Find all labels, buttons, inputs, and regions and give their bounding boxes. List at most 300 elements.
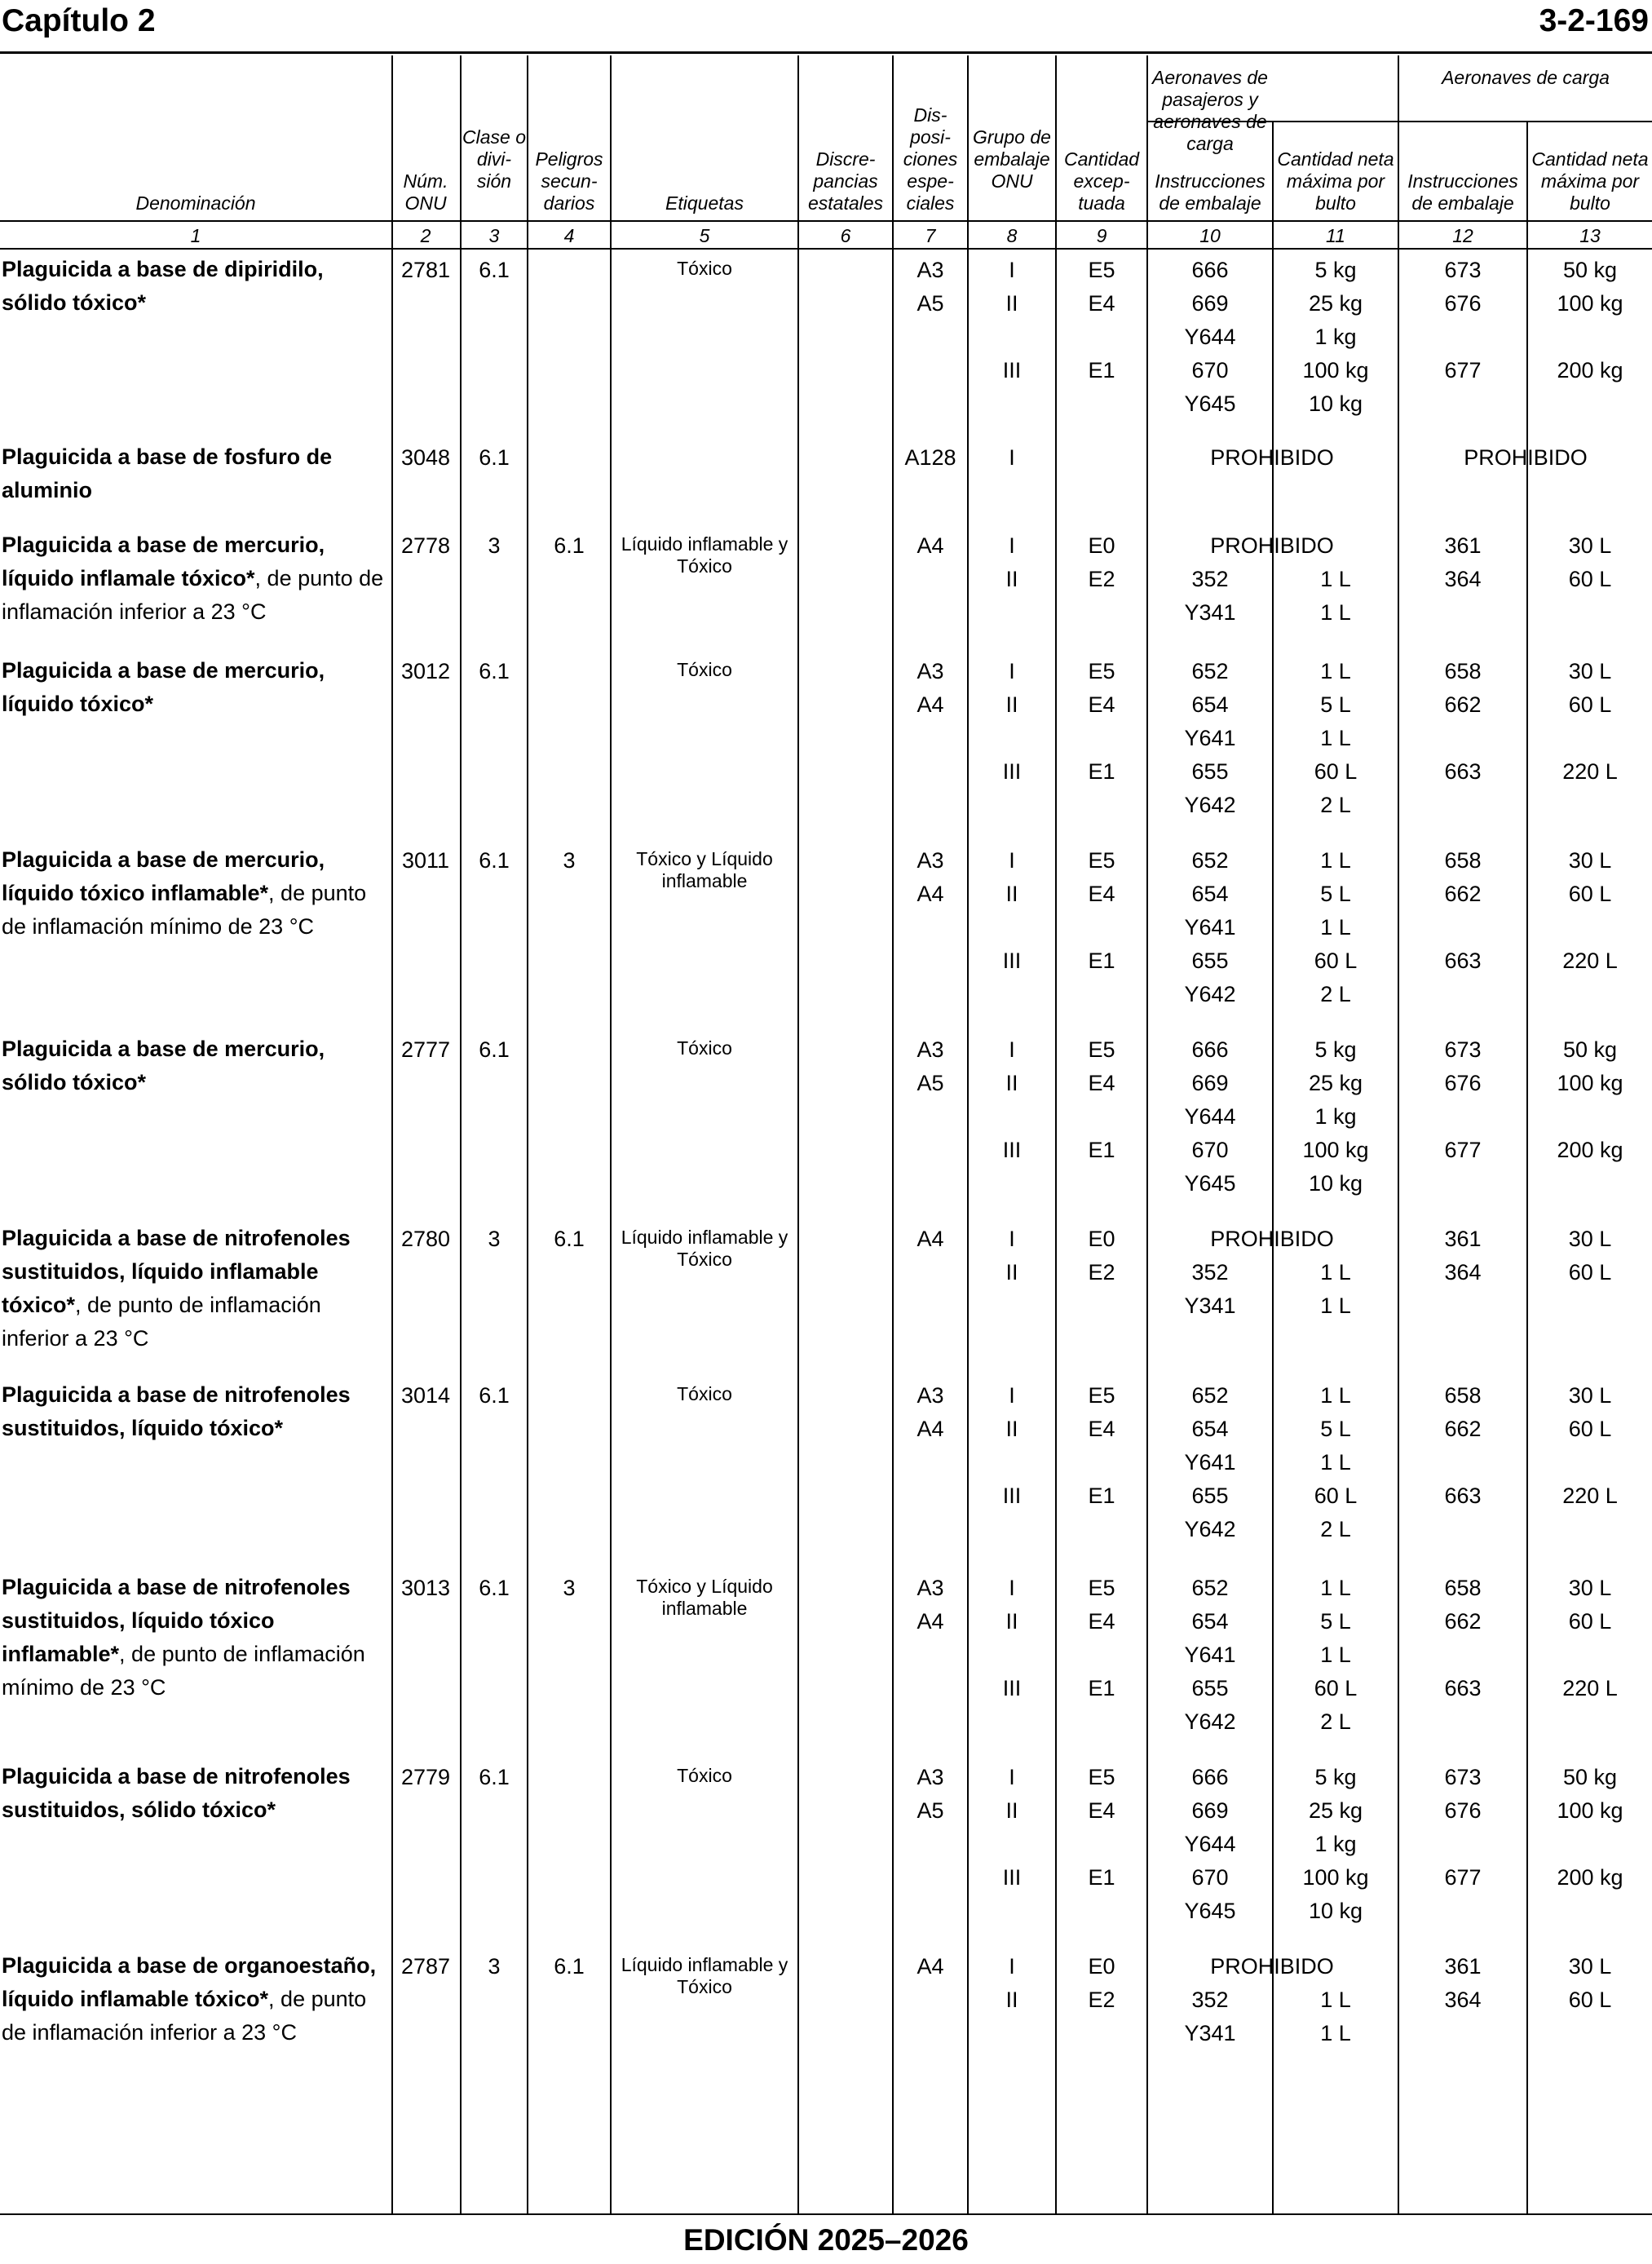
pax-packing-instruction: 654	[1191, 882, 1229, 906]
cargo-max-net-quantity: 30 L	[1568, 1227, 1612, 1251]
column-divider	[610, 55, 612, 2213]
pax-packing-instruction: 666	[1191, 258, 1229, 282]
denominacion-cell	[2, 253, 391, 320]
pax-max-net-quantity: 1 kg	[1314, 1104, 1357, 1129]
pax-prohibited-text: PROHIBIDO	[1210, 1227, 1334, 1251]
header-bottom-rule	[0, 220, 1652, 222]
pax-packing-instruction: 666	[1191, 1037, 1229, 1062]
pax-packing-instruction: 670	[1191, 1138, 1229, 1162]
header-group-carga: Aeronaves de carga	[1442, 67, 1610, 88]
header-grupo-embalaje: Grupo de embalaje ONU	[973, 126, 1051, 192]
special-provision: A4	[917, 1954, 944, 1979]
packing-group: I	[1009, 445, 1015, 470]
excepted-quantity: E1	[1088, 759, 1115, 784]
cargo-packing-instruction: 676	[1444, 1798, 1482, 1823]
pax-packing-instruction: 652	[1191, 1383, 1229, 1408]
cargo-packing-instruction: 361	[1444, 533, 1482, 558]
class-division: 3	[488, 1227, 501, 1251]
header-clase: Clase o divi- sión	[462, 126, 526, 192]
un-number: 3013	[400, 1576, 451, 1600]
denominacion-qualifier: , de punto de inflamación inferior a 23 °C	[2, 1987, 367, 2045]
packing-group: II	[1005, 1071, 1018, 1095]
packing-group: I	[1009, 1954, 1015, 1979]
packing-group: I	[1009, 1227, 1015, 1251]
excepted-quantity: E2	[1088, 567, 1115, 591]
pax-packing-instruction: Y642	[1184, 1709, 1236, 1734]
hazard-labels: Tóxico	[677, 1383, 732, 1404]
column-number-3: 3	[488, 225, 500, 246]
packing-group: II	[1005, 1417, 1018, 1441]
cargo-packing-instruction: 658	[1444, 848, 1482, 873]
excepted-quantity: E1	[1088, 1676, 1115, 1700]
class-division: 6.1	[479, 1576, 510, 1600]
pax-max-net-quantity: 1 kg	[1314, 325, 1357, 349]
class-division: 6.1	[479, 1383, 510, 1408]
class-division: 6.1	[479, 258, 510, 282]
cargo-packing-instruction: 658	[1444, 659, 1482, 683]
column-number-10: 10	[1199, 225, 1221, 246]
excepted-quantity: E1	[1088, 1865, 1115, 1890]
pax-max-net-quantity: 25 kg	[1308, 1071, 1363, 1095]
cargo-packing-instruction: 662	[1444, 882, 1482, 906]
special-provision: A3	[917, 1383, 944, 1408]
pax-max-net-quantity: 1 kg	[1314, 1832, 1357, 1856]
cargo-packing-instruction: 676	[1444, 1071, 1482, 1095]
pax-packing-instruction: 652	[1191, 848, 1229, 873]
denominacion-name: Plaguicida a base de mercurio, sólido tóxico*	[2, 1037, 325, 1094]
un-number: 2787	[400, 1954, 451, 1979]
pax-packing-instruction: 655	[1191, 759, 1229, 784]
header-cantidad-exceptuada: Cantidad excep- tuada	[1063, 148, 1140, 214]
special-provision: A4	[917, 533, 944, 558]
cargo-packing-instruction: 677	[1444, 1138, 1482, 1162]
cargo-packing-instruction: 662	[1444, 1609, 1482, 1634]
cargo-packing-instruction: 364	[1444, 1260, 1482, 1285]
cargo-packing-instruction: 662	[1444, 692, 1482, 717]
denominacion-qualifier: , de punto de inflamación inferior a 23 °C	[2, 566, 384, 624]
pax-max-net-quantity: 100 kg	[1302, 358, 1369, 382]
denominacion-cell	[2, 528, 391, 629]
special-provision: A4	[917, 1417, 944, 1441]
cargo-max-net-quantity: 220 L	[1562, 948, 1618, 973]
excepted-quantity: E1	[1088, 948, 1115, 973]
cargo-packing-instruction: 673	[1444, 1765, 1482, 1789]
pax-packing-instruction: 670	[1191, 1865, 1229, 1890]
excepted-quantity: E5	[1088, 848, 1115, 873]
denominacion-cell	[2, 1222, 391, 1355]
pax-max-net-quantity: 1 L	[1320, 1293, 1351, 1318]
pax-max-net-quantity: 2 L	[1320, 1709, 1351, 1734]
page-number: 3-2-169	[1539, 3, 1649, 38]
excepted-quantity: E0	[1088, 1227, 1115, 1251]
pax-packing-instruction: Y341	[1184, 600, 1236, 625]
pax-max-net-quantity: 1 L	[1320, 915, 1351, 940]
cargo-prohibited-text: PROHIBIDO	[1464, 445, 1588, 470]
packing-group: II	[1005, 1798, 1018, 1823]
cargo-packing-instruction: 663	[1444, 1484, 1482, 1508]
excepted-quantity: E4	[1088, 882, 1115, 906]
pax-packing-instruction: Y645	[1184, 1899, 1236, 1923]
special-provision: A3	[917, 848, 944, 873]
pax-max-net-quantity: 1 L	[1320, 1383, 1351, 1408]
pax-packing-instruction: 669	[1191, 291, 1229, 316]
special-provision: A5	[917, 1798, 944, 1823]
hazard-labels: Líquido inflamable y Tóxico	[621, 1227, 788, 1270]
pax-max-net-quantity: 2 L	[1320, 793, 1351, 817]
column-number-13: 13	[1579, 225, 1601, 246]
special-provision: A4	[917, 1227, 944, 1251]
hazard-labels: Líquido inflamable y Tóxico	[621, 1954, 788, 1997]
header-discrepancias: Discre- pancias estatales	[807, 148, 884, 214]
cargo-packing-instruction: 673	[1444, 1037, 1482, 1062]
cargo-packing-instruction: 676	[1444, 291, 1482, 316]
denominacion-cell	[2, 1378, 391, 1445]
column-number-4: 4	[563, 225, 575, 246]
pax-max-net-quantity: 100 kg	[1302, 1138, 1369, 1162]
special-provision: A4	[917, 692, 944, 717]
pax-packing-instruction: Y644	[1184, 325, 1236, 349]
pax-max-net-quantity: 5 kg	[1314, 1037, 1357, 1062]
pax-max-net-quantity: 100 kg	[1302, 1865, 1369, 1890]
denominacion-name: Plaguicida a base de fosfuro de aluminio	[2, 444, 333, 502]
hazard-labels: Tóxico	[677, 1765, 732, 1786]
cargo-max-net-quantity: 200 kg	[1557, 358, 1623, 382]
cargo-packing-instruction: 364	[1444, 1988, 1482, 2012]
header-cantidad-carga: Cantidad neta máxima por bulto	[1531, 148, 1649, 214]
header-cantidad-pax: Cantidad neta máxima por bulto	[1277, 148, 1394, 214]
packing-group: II	[1005, 1988, 1018, 2012]
header-group-pasajeros: Aeronaves de pasajeros y aeronaves de carga	[1152, 67, 1268, 154]
cargo-packing-instruction: 663	[1444, 759, 1482, 784]
pax-max-net-quantity: 1 L	[1320, 1576, 1351, 1600]
pax-packing-instruction: Y642	[1184, 793, 1236, 817]
denominacion-qualifier: , de punto de inflamación mínimo de 23 °C	[2, 1642, 365, 1700]
cargo-max-net-quantity: 60 L	[1568, 1609, 1612, 1634]
cargo-max-net-quantity: 50 kg	[1562, 258, 1618, 282]
cargo-max-net-quantity: 220 L	[1562, 759, 1618, 784]
hazard-labels: Tóxico y Líquido inflamable	[636, 848, 773, 891]
column-number-5: 5	[699, 225, 710, 246]
cargo-packing-instruction: 677	[1444, 358, 1482, 382]
special-provision: A3	[917, 258, 944, 282]
page-header	[0, 2, 1652, 49]
denominacion-cell	[2, 1760, 391, 1827]
pax-packing-instruction: 669	[1191, 1071, 1229, 1095]
pax-max-net-quantity: 60 L	[1314, 759, 1358, 784]
packing-group: I	[1009, 533, 1015, 558]
pax-packing-instruction: 352	[1191, 1988, 1229, 2012]
special-provision: A5	[917, 291, 944, 316]
pax-packing-instruction: 654	[1191, 1417, 1229, 1441]
excepted-quantity: E4	[1088, 1798, 1115, 1823]
column-divider	[797, 55, 799, 2213]
pax-packing-instruction: 655	[1191, 1676, 1229, 1700]
un-number: 2780	[400, 1227, 451, 1251]
un-number: 2777	[400, 1037, 451, 1062]
denominacion-name: Plaguicida a base de dipiridilo, sólido tóxico*	[2, 257, 324, 315]
excepted-quantity: E4	[1088, 291, 1115, 316]
pax-packing-instruction: 352	[1191, 567, 1229, 591]
packing-group: I	[1009, 258, 1015, 282]
denominacion-name: Plaguicida a base de nitrofenoles sustituidos, sólido tóxico*	[2, 1764, 351, 1822]
pax-max-net-quantity: 1 L	[1320, 600, 1351, 625]
pax-max-net-quantity: 10 kg	[1308, 391, 1363, 416]
cargo-packing-instruction: 658	[1444, 1576, 1482, 1600]
cargo-packing-instruction: 677	[1444, 1865, 1482, 1890]
pax-prohibited-text: PROHIBIDO	[1210, 533, 1334, 558]
pax-max-net-quantity: 5 kg	[1314, 1765, 1357, 1789]
cargo-packing-instruction: 662	[1444, 1417, 1482, 1441]
pax-max-net-quantity: 25 kg	[1308, 291, 1363, 316]
packing-group: III	[1002, 948, 1022, 973]
denominacion-name: Plaguicida a base de nitrofenoles sustituidos, líquido inflamable tóxico*	[2, 1226, 351, 1317]
pax-packing-instruction: 654	[1191, 692, 1229, 717]
column-divider	[892, 55, 894, 2213]
denominacion-name: Plaguicida a base de mercurio, líquido tóxico*	[2, 658, 325, 716]
packing-group: I	[1009, 659, 1015, 683]
pax-max-net-quantity: 1 L	[1320, 726, 1351, 750]
pax-prohibited-text: PROHIBIDO	[1210, 445, 1334, 470]
packing-group: II	[1005, 291, 1018, 316]
denominacion-qualifier: , de punto de inflamación inferior a 23 °C	[2, 1293, 321, 1351]
pax-packing-instruction: 655	[1191, 948, 1229, 973]
pax-packing-instruction: Y641	[1184, 1643, 1236, 1667]
class-division: 6.1	[479, 848, 510, 873]
packing-group: III	[1002, 1676, 1022, 1700]
excepted-quantity: E1	[1088, 1138, 1115, 1162]
pax-packing-instruction: Y644	[1184, 1104, 1236, 1129]
pax-max-net-quantity: 1 L	[1320, 1450, 1351, 1475]
class-division: 6.1	[479, 445, 510, 470]
special-provision: A3	[917, 659, 944, 683]
pax-packing-instruction: Y645	[1184, 391, 1236, 416]
cargo-max-net-quantity: 30 L	[1568, 848, 1612, 873]
pax-max-net-quantity: 2 L	[1320, 982, 1351, 1006]
excepted-quantity: E5	[1088, 1383, 1115, 1408]
pax-max-net-quantity: 1 L	[1320, 1643, 1351, 1667]
pax-packing-instruction: Y641	[1184, 1450, 1236, 1475]
denominacion-qualifier: , de punto de inflamación mínimo de 23 °C	[2, 881, 367, 939]
denominacion-name: Plaguicida a base de mercurio, líquido tóxico inflamable*	[2, 847, 325, 905]
header-denominacion: Denominación	[135, 192, 256, 214]
excepted-quantity: E2	[1088, 1260, 1115, 1285]
pax-max-net-quantity: 1 L	[1320, 1260, 1351, 1285]
cargo-packing-instruction: 361	[1444, 1227, 1482, 1251]
pax-max-net-quantity: 5 L	[1320, 1417, 1351, 1441]
excepted-quantity: E4	[1088, 1417, 1115, 1441]
header-instrucciones-pax: Instrucciones de embalaje	[1155, 170, 1266, 214]
column-number-7: 7	[925, 225, 936, 246]
packing-group: II	[1005, 1609, 1018, 1634]
column-number-2: 2	[420, 225, 431, 246]
pax-packing-instruction: Y645	[1184, 1171, 1236, 1196]
packing-group: III	[1002, 759, 1022, 784]
special-provision: A5	[917, 1071, 944, 1095]
edition-footer: EDICIÓN 2025–2026	[683, 2223, 969, 2257]
special-provision: A3	[917, 1037, 944, 1062]
pax-packing-instruction: 670	[1191, 358, 1229, 382]
pax-packing-instruction: Y341	[1184, 2021, 1236, 2045]
pax-packing-instruction: 352	[1191, 1260, 1229, 1285]
un-number: 3014	[400, 1383, 451, 1408]
cargo-max-net-quantity: 220 L	[1562, 1676, 1618, 1700]
excepted-quantity: E2	[1088, 1988, 1115, 2012]
pax-packing-instruction: 652	[1191, 1576, 1229, 1600]
class-division: 3	[488, 533, 501, 558]
class-division: 3	[488, 1954, 501, 1979]
cargo-max-net-quantity: 30 L	[1568, 1954, 1612, 1979]
subsidiary-hazard: 3	[563, 848, 576, 873]
column-divider	[391, 55, 393, 2213]
pax-max-net-quantity: 5 L	[1320, 692, 1351, 717]
hazard-labels: Tóxico y Líquido inflamable	[636, 1576, 773, 1619]
excepted-quantity: E5	[1088, 1576, 1115, 1600]
cargo-max-net-quantity: 60 L	[1568, 882, 1612, 906]
packing-group: III	[1002, 1484, 1022, 1508]
un-number: 3012	[400, 659, 451, 683]
excepted-quantity: E5	[1088, 258, 1115, 282]
pax-max-net-quantity: 5 L	[1320, 882, 1351, 906]
cargo-max-net-quantity: 100 kg	[1557, 291, 1623, 316]
pax-max-net-quantity: 60 L	[1314, 1676, 1358, 1700]
class-division: 6.1	[479, 1037, 510, 1062]
cargo-packing-instruction: 658	[1444, 1383, 1482, 1408]
cargo-max-net-quantity: 50 kg	[1562, 1765, 1618, 1789]
cargo-max-net-quantity: 50 kg	[1562, 1037, 1618, 1062]
un-number: 3011	[401, 848, 450, 873]
subsidiary-hazard: 6.1	[554, 1227, 585, 1251]
un-number: 2778	[400, 533, 451, 558]
cargo-max-net-quantity: 60 L	[1568, 1417, 1612, 1441]
cargo-packing-instruction: 663	[1444, 1676, 1482, 1700]
column-number-12: 12	[1452, 225, 1473, 246]
pax-packing-instruction: Y644	[1184, 1832, 1236, 1856]
pax-max-net-quantity: 60 L	[1314, 948, 1358, 973]
cargo-max-net-quantity: 30 L	[1568, 659, 1612, 683]
packing-group: II	[1005, 567, 1018, 591]
packing-group: I	[1009, 1576, 1015, 1600]
hazard-labels: Tóxico	[677, 659, 732, 680]
special-provision: A3	[917, 1765, 944, 1789]
packing-group: III	[1002, 1865, 1022, 1890]
column-number-9: 9	[1096, 225, 1107, 246]
cargo-packing-instruction: 673	[1444, 258, 1482, 282]
column-number-8: 8	[1006, 225, 1018, 246]
pax-packing-instruction: 669	[1191, 1798, 1229, 1823]
header-peligros: Peligros secun- darios	[535, 148, 603, 214]
pax-max-net-quantity: 60 L	[1314, 1484, 1358, 1508]
subsidiary-hazard: 6.1	[554, 533, 585, 558]
pax-packing-instruction: 666	[1191, 1765, 1229, 1789]
cargo-max-net-quantity: 200 kg	[1557, 1865, 1623, 1890]
pax-packing-instruction: Y642	[1184, 1517, 1236, 1541]
cargo-packing-instruction: 361	[1444, 1954, 1482, 1979]
excepted-quantity: E5	[1088, 1037, 1115, 1062]
cargo-max-net-quantity: 60 L	[1568, 692, 1612, 717]
cargo-max-net-quantity: 220 L	[1562, 1484, 1618, 1508]
packing-group: III	[1002, 358, 1022, 382]
header-rule	[0, 51, 1652, 54]
pax-max-net-quantity: 25 kg	[1308, 1798, 1363, 1823]
un-number: 2779	[400, 1765, 451, 1789]
hazard-labels: Líquido inflamable y Tóxico	[621, 533, 788, 577]
pax-packing-instruction: 652	[1191, 659, 1229, 683]
column-number-11: 11	[1326, 225, 1345, 246]
packing-group: I	[1009, 1037, 1015, 1062]
header-instrucciones-carga: Instrucciones de embalaje	[1407, 170, 1518, 214]
header-disposiciones: Dis- posi- ciones espe- ciales	[903, 104, 958, 214]
packing-group: II	[1005, 882, 1018, 906]
subsidiary-hazard: 6.1	[554, 1954, 585, 1979]
denominacion-cell	[2, 843, 391, 944]
pax-packing-instruction: Y641	[1184, 726, 1236, 750]
excepted-quantity: E1	[1088, 1484, 1115, 1508]
hazard-labels: Tóxico	[677, 1037, 732, 1059]
special-provision: A4	[917, 1609, 944, 1634]
pax-max-net-quantity: 10 kg	[1308, 1171, 1363, 1196]
class-division: 6.1	[479, 1765, 510, 1789]
un-number: 3048	[400, 445, 451, 470]
colnum-bottom-rule	[0, 248, 1652, 250]
special-provision: A128	[904, 445, 956, 470]
pax-packing-instruction: Y341	[1184, 1293, 1236, 1318]
pax-max-net-quantity: 1 L	[1320, 848, 1351, 873]
pax-max-net-quantity: 1 L	[1320, 659, 1351, 683]
cargo-max-net-quantity: 60 L	[1568, 1260, 1612, 1285]
cargo-max-net-quantity: 30 L	[1568, 533, 1612, 558]
excepted-quantity: E1	[1088, 358, 1115, 382]
pax-max-net-quantity: 5 kg	[1314, 258, 1357, 282]
pax-packing-instruction: Y641	[1184, 915, 1236, 940]
denominacion-name: Plaguicida a base de nitrofenoles sustituidos, líquido tóxico*	[2, 1382, 351, 1440]
column-divider	[460, 55, 462, 2213]
header-num-onu: Núm. ONU	[403, 170, 448, 214]
table-bottom-rule	[0, 2213, 1652, 2215]
pax-max-net-quantity: 1 L	[1320, 567, 1351, 591]
cargo-max-net-quantity: 60 L	[1568, 1988, 1612, 2012]
packing-group: II	[1005, 1260, 1018, 1285]
pax-max-net-quantity: 1 L	[1320, 2021, 1351, 2045]
pax-max-net-quantity: 1 L	[1320, 1988, 1351, 2012]
packing-group: III	[1002, 1138, 1022, 1162]
denominacion-cell	[2, 1571, 391, 1705]
column-number-1: 1	[190, 225, 201, 246]
pax-packing-instruction: Y642	[1184, 982, 1236, 1006]
cargo-max-net-quantity: 30 L	[1568, 1383, 1612, 1408]
chapter-title: Capítulo 2	[2, 3, 156, 38]
special-provision: A3	[917, 1576, 944, 1600]
cargo-max-net-quantity: 100 kg	[1557, 1071, 1623, 1095]
denominacion-cell	[2, 1949, 391, 2050]
excepted-quantity: E4	[1088, 1609, 1115, 1634]
cargo-max-net-quantity: 100 kg	[1557, 1798, 1623, 1823]
cargo-max-net-quantity: 60 L	[1568, 567, 1612, 591]
packing-group: I	[1009, 848, 1015, 873]
class-division: 6.1	[479, 659, 510, 683]
pax-packing-instruction: 655	[1191, 1484, 1229, 1508]
denominacion-cell	[2, 1033, 391, 1099]
excepted-quantity: E0	[1088, 1954, 1115, 1979]
cargo-max-net-quantity: 30 L	[1568, 1576, 1612, 1600]
pax-max-net-quantity: 2 L	[1320, 1517, 1351, 1541]
pax-prohibited-text: PROHIBIDO	[1210, 1954, 1334, 1979]
un-number: 2781	[400, 258, 451, 282]
subsidiary-hazard: 3	[563, 1576, 576, 1600]
pax-max-net-quantity: 10 kg	[1308, 1899, 1363, 1923]
cargo-max-net-quantity: 200 kg	[1557, 1138, 1623, 1162]
column-number-6: 6	[840, 225, 851, 246]
cargo-packing-instruction: 364	[1444, 567, 1482, 591]
